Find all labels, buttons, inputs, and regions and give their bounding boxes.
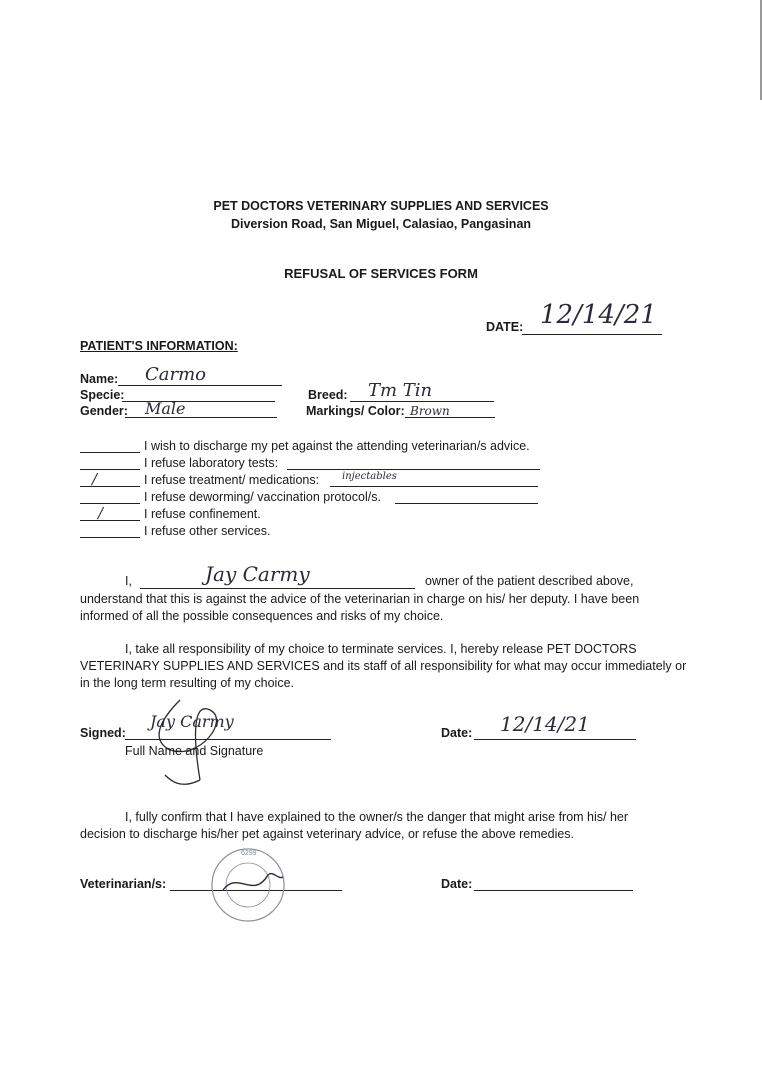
date-label: DATE: <box>486 320 524 334</box>
date-handwritten: 12/14/21 <box>540 300 657 330</box>
option-mark-confinement: / <box>98 504 104 522</box>
name-line <box>118 385 282 386</box>
deworming-line <box>395 503 538 504</box>
option-discharge: I wish to discharge my pet against the attending veterinarian/s advice. <box>144 439 530 453</box>
owner-name-handwritten: Jay Carmy <box>205 562 310 586</box>
para2-line-3: in the long term resulting of my choice. <box>80 676 294 690</box>
gender-label: Gender: <box>80 404 128 418</box>
stamp-number: 6299 <box>241 850 257 857</box>
patient-section-title: PATIENT'S INFORMATION: <box>80 339 238 353</box>
company-address: Diversion Road, San Miguel, Calasiao, Pangasinan <box>230 217 532 231</box>
veterinarian-label: Veterinarian/s: <box>80 877 167 891</box>
statement-line-3: informed of all the possible consequences and risks of my choice. <box>80 609 444 623</box>
signature-caption: Full Name and Signature <box>125 744 264 758</box>
specie-label: Specie: <box>80 388 125 402</box>
markings-value: Brown <box>410 404 450 418</box>
statement-owner-suffix: owner of the patient described above, <box>425 574 634 588</box>
breed-label: Breed: <box>308 388 348 402</box>
option-line <box>80 537 140 538</box>
signed-value: Jay Carmy <box>150 712 234 731</box>
option-treatment: I refuse treatment/ medications: <box>144 473 320 487</box>
breed-line <box>350 401 494 402</box>
veterinarian-date-label: Date: <box>441 877 473 891</box>
option-deworming: I refuse deworming/ vaccination protocol/s. <box>144 490 381 504</box>
name-value: Carmo <box>145 364 207 385</box>
date-line <box>522 334 662 335</box>
signature-date-value: 12/14/21 <box>500 712 590 736</box>
markings-label: Markings/ Color: <box>306 404 405 418</box>
veterinarian-date-line <box>474 890 633 891</box>
option-line <box>80 503 140 504</box>
statement-line-2: understand that this is against the advice of the veterinarian in charge on his/ her deputy. I have been <box>80 592 640 606</box>
signature-date-line <box>474 739 636 740</box>
signature-date-label: Date: <box>441 726 473 740</box>
signed-label: Signed: <box>80 726 126 740</box>
lab-tests-line <box>287 469 540 470</box>
option-lab-tests: I refuse laboratory tests: <box>144 456 279 470</box>
option-line <box>80 486 140 487</box>
owner-signature-scribble <box>140 680 270 800</box>
owner-name-line <box>140 588 415 589</box>
para2-line-2: VETERINARY SUPPLIES AND SERVICES and its staff of all responsibility for what may occur immediately or <box>80 659 687 673</box>
name-label: Name: <box>80 372 119 386</box>
gender-value: Male <box>145 399 186 418</box>
confirmation-line-1: I, fully confirm that I have explained to the owner/s the danger that might arise from his/ her <box>125 810 629 824</box>
breed-value: Tm Tin <box>368 380 433 401</box>
option-confinement: I refuse confinement. <box>144 507 261 521</box>
treatment-line <box>330 486 538 487</box>
statement-i: I, <box>125 574 132 588</box>
form-title: REFUSAL OF SERVICES FORM <box>284 266 478 281</box>
option-line <box>80 520 140 521</box>
company-name: PET DOCTORS VETERINARY SUPPLIES AND SERVICES <box>213 199 549 213</box>
veterinarian-stamp <box>208 845 288 925</box>
option-other: I refuse other services. <box>144 524 271 538</box>
treatment-detail: injectables <box>342 471 397 482</box>
para2-line-1: I, take all responsibility of my choice to terminate services. I, hereby release PET DOCTORS <box>125 642 637 656</box>
option-mark-treatment: / <box>92 470 98 488</box>
option-line <box>80 452 140 453</box>
option-line <box>80 469 140 470</box>
confirmation-line-2: decision to discharge his/her pet against veterinary advice, or refuse the above remedies. <box>80 827 575 841</box>
